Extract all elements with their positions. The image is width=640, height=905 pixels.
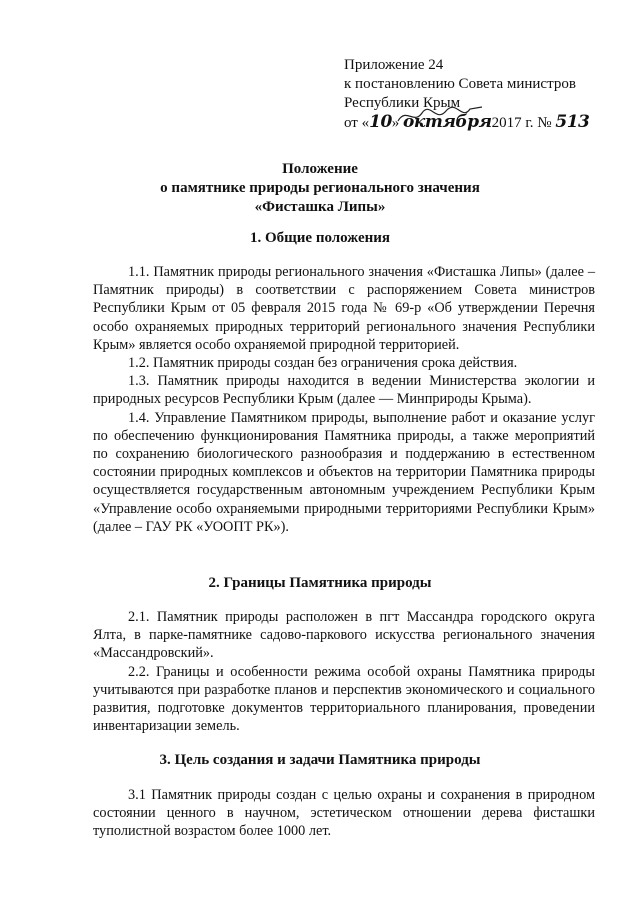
date-mid: » (391, 115, 404, 131)
paragraph-3-1: 3.1 Памятник природы создан с целью охраны и сохранения в природном состоянии ценного в научном, эстетическом отношении дерева фисташки туполистной возрастом более 1000 лет. (93, 787, 595, 840)
paragraph-2-2: 2.2. Границы и особенности режима особой охраны Памятника природы учитываются при разработке планов и перспектив экономического и социального развития, подготовке документов территориального планирования, проведении инвентаризации земель. (93, 663, 595, 735)
section-2-heading: 2. Границы Памятника природы (208, 575, 432, 591)
section-1-body (93, 263, 595, 536)
document-title (80, 160, 560, 217)
date-prefix: от « (344, 115, 370, 131)
paragraph-1-1: 1.1. Памятник природы регионального значения «Фисташка Липы» (далее – Памятник природы) в соответствии с распоряжением Совета министров Республики Крым от 05 февраля 2015 года № 69-р «Об утверждении Перечня особо охраняемых природных территорий регионального значения Республики Крым» является особо охраняемой природной территорией. (93, 264, 595, 353)
handwriting-scribble (396, 103, 486, 127)
appendix-republic: Республики Крым (344, 95, 461, 111)
appendix-resolution: к постановлению Совета министров (344, 76, 576, 92)
section-3-heading: 3. Цель создания и задачи Памятника природы (159, 752, 481, 768)
paragraph-1-4: 1.4. Управление Памятником природы, выполнение работ и оказание услуг по обеспечению функционирования Памятника природы, а также мероприятий по сохранению биологического разнообразия и поддержанию в естественном состоянии природных комплексов и объектов на территории Памятника природы осуществляется государственным автономным учреждением Республики Крым «Управление особо охраняемыми природными территориями Республики Крым» (далее – ГАУ РК «УООПТ РК»). (93, 409, 595, 535)
paragraph-1-3: 1.3. Памятник природы находится в ведении Министерства экологии и природных ресурсов Республики Крым (далее — Минприроды Крыма). (93, 373, 595, 408)
title-line-2: о памятнике природы регионального значения (160, 180, 480, 196)
date-day-handwritten: 10 (369, 112, 392, 132)
title-line-1: Положение (282, 161, 358, 177)
title-line-3: «Фисташка Липы» (254, 199, 386, 215)
section-3-body (93, 786, 595, 841)
section-2-body (93, 608, 595, 735)
date-month-handwritten: октября (403, 112, 492, 132)
section-1-heading: 1. Общие положения (249, 230, 391, 246)
appendix-number: Приложение 24 (344, 57, 444, 73)
date-number-handwritten: 513 (555, 112, 590, 132)
date-year: 2017 г. № (491, 115, 556, 131)
paragraph-2-1: 2.1. Памятник природы расположен в пгт Массандра городского округа Ялта, в парке-памятнике садово-паркового искусства регионального значения «Массандровский». (93, 609, 595, 662)
paragraph-1-2: 1.2. Памятник природы создан без ограничения срока действия. (128, 355, 518, 372)
